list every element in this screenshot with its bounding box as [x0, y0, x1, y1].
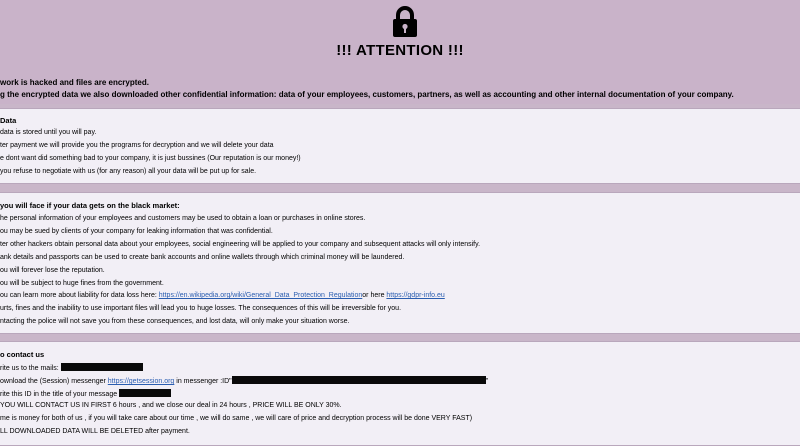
list-item: ou may be sued by clients of your company for leaking information that was confidential.	[0, 228, 273, 235]
hacked-notice: work is hacked and files are encrypted.	[0, 78, 149, 87]
contact-section	[0, 341, 800, 446]
list-item	[0, 363, 143, 372]
header-banner	[0, 0, 800, 104]
list-item: YOU WILL CONTACT US IN FIRST 6 hours , and we close our deal in 24 hours , PRICE WILL BE ONLY 30%.	[0, 402, 342, 409]
message-title-label: rite this ID in the title of your message	[0, 391, 120, 398]
redacted-session-id	[232, 376, 486, 384]
liability-mid-text: or here	[362, 292, 387, 299]
data-leak-notice: g the encrypted data we also downloaded other confidential information: data of your employees, customers, partners, as well as accounting and other internal documentation of your company.	[0, 90, 734, 99]
black-market-section	[0, 192, 800, 334]
gdpr-wikipedia-link[interactable]: https://en.wikipedia.org/wiki/General_Data_Protection_Regulation	[158, 292, 363, 299]
list-item: me is money for both of us , if you will take care about our time , we will do same , we will care of price and decryption process will be done VERY FAST)	[0, 415, 473, 422]
gdpr-info-link[interactable]: https://gdpr-info.eu	[386, 292, 445, 299]
list-item: urts, fines and the inability to use important files will lead you to huge losses. The consequences of this will be irreversible for you.	[0, 305, 402, 312]
session-label: ownload the (Session) messenger	[0, 378, 108, 385]
page-title: !!! ATTENTION !!!	[336, 42, 464, 59]
session-id-close: "	[485, 378, 489, 385]
data-section	[0, 108, 800, 184]
list-item: data is stored until you will pay.	[0, 129, 97, 136]
list-item: he personal information of your employees and customers may be used to obtain a loan or purchases in online stores.	[0, 215, 366, 222]
list-item: LL DOWNLOADED DATA WILL BE DELETED after payment.	[0, 428, 190, 435]
redacted-email	[61, 363, 143, 371]
mail-label: rite us to the mails:	[0, 365, 61, 372]
section-title: o contact us	[0, 350, 45, 359]
session-link[interactable]: https://getsession.org	[107, 378, 175, 385]
list-item: ou will be subject to huge fines from the government.	[0, 280, 164, 287]
list-item	[0, 292, 445, 299]
section-title: Data	[0, 116, 17, 125]
list-item: e dont want did something bad to your company, it is just bussines (Our reputation is our money!)	[0, 155, 301, 162]
session-id-label: in messenger :ID"	[174, 378, 232, 385]
list-item: ter payment we will provide you the programs for decryption and we will delete your data	[0, 142, 274, 149]
lock-icon	[392, 6, 418, 38]
redacted-id	[119, 389, 171, 397]
list-item: ank details and passports can be used to create bank accounts and online wallets through which criminal money will be laundered.	[0, 254, 405, 261]
list-item: ou will forever lose the reputation.	[0, 267, 105, 274]
liability-text: ou can learn more about liability for data loss here:	[0, 292, 159, 299]
list-item: ntacting the police will not save you from these consequences, and lost data, will only make your situation worse.	[0, 318, 350, 325]
list-item	[0, 389, 171, 398]
section-title: you will face if your data gets on the black market:	[0, 201, 180, 210]
list-item: you refuse to negotiate with us (for any reason) all your data will be put up for sale.	[0, 168, 257, 175]
list-item	[0, 376, 488, 385]
list-item: ter other hackers obtain personal data about your employees, social engineering will be applied to your company and subsequent attacks will only intensify.	[0, 241, 481, 248]
